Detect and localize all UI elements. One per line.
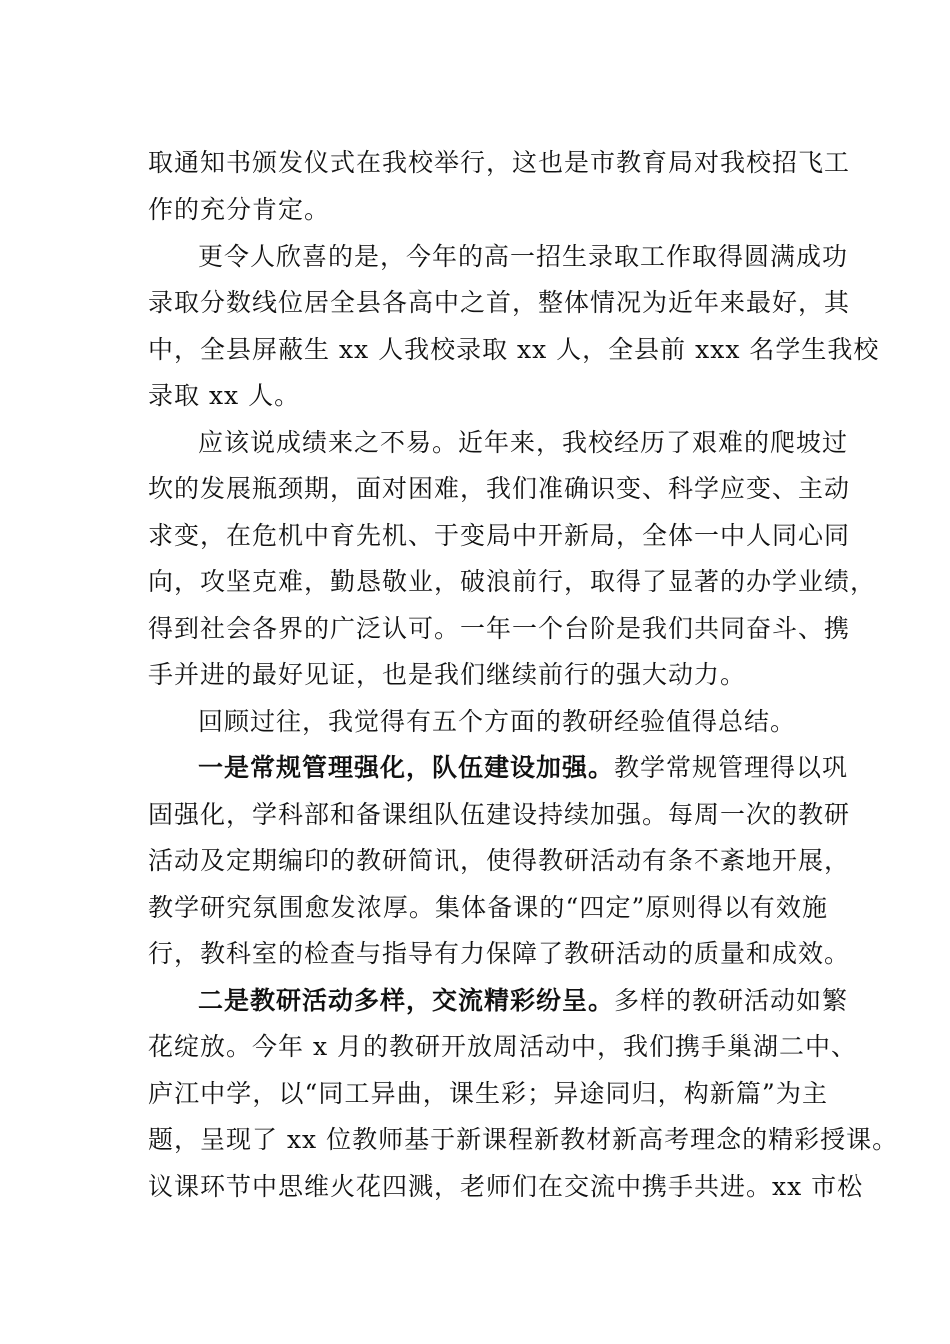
text-line: 手并进的最好见证，也是我们继续前行的强大动力。 bbox=[148, 660, 747, 689]
paragraph-heading: 二是教研活动多样，交流精彩纷呈。 bbox=[198, 986, 615, 1015]
text-line: 坎的发展瓶颈期，面对困难，我们准确识变、科学应变、主动 bbox=[148, 474, 851, 503]
text-line: 活动及定期编印的教研简讯，使得教研活动有条不紊地开展， bbox=[148, 846, 851, 875]
text-line: 议课环节中思维火花四溅，老师们在交流中携手共进。xx 市松 bbox=[148, 1172, 864, 1201]
text-line: 花绽放。今年 x 月的教研开放周活动中，我们携手巢湖二中、 bbox=[148, 1032, 857, 1061]
text-line: 录取分数线位居全县各高中之首，整体情况为近年来最好，其 bbox=[148, 288, 851, 317]
text-line bbox=[198, 748, 849, 788]
text-line: 向，攻坚克难，勤恳敬业，破浪前行，取得了显著的办学业绩， bbox=[148, 567, 877, 596]
text-line: 教学研究氛围愈发浓厚。集体备课的“四定”原则得以有效施 bbox=[148, 893, 828, 922]
text-line: 录取 xx 人。 bbox=[148, 381, 301, 410]
text-line: 行，教科室的检查与指导有力保障了教研活动的质量和成效。 bbox=[148, 939, 851, 968]
text-line: 固强化，学科部和备课组队伍建设持续加强。每周一次的教研 bbox=[148, 800, 851, 829]
text-line: 作的充分肯定。 bbox=[148, 195, 331, 224]
paragraph-text: 多样的教研活动如繁 bbox=[614, 986, 849, 1015]
text-line: 求变，在危机中育先机、于变局中开新局，全体一中人同心同 bbox=[148, 521, 851, 550]
text-line: 取通知书颁发仪式在我校举行，这也是市教育局对我校招飞工 bbox=[148, 148, 851, 177]
text-line: 题，呈现了 xx 位教师基于新课程新教材新高考理念的精彩授课。 bbox=[148, 1125, 899, 1154]
paragraph-heading: 一是常规管理强化，队伍建设加强。 bbox=[198, 753, 615, 782]
paragraph-text: 教学常规管理得以巩 bbox=[614, 753, 849, 782]
text-line: 更令人欣喜的是，今年的高一招生录取工作取得圆满成功 bbox=[198, 242, 849, 271]
text-line: 应该说成绩来之不易。近年来，我校经历了艰难的爬坡过 bbox=[198, 428, 849, 457]
text-line: 中，全县屏蔽生 xx 人我校录取 xx 人，全县前 xxx 名学生我校 bbox=[148, 335, 880, 364]
text-line bbox=[198, 981, 849, 1021]
text-line: 庐江中学，以“同工异曲，课生彩；异途同归，构新篇”为主 bbox=[148, 1079, 828, 1108]
text-line: 得到社会各界的广泛认可。一年一个台阶是我们共同奋斗、携 bbox=[148, 614, 851, 643]
text-line: 回顾过往，我觉得有五个方面的教研经验值得总结。 bbox=[198, 707, 797, 736]
